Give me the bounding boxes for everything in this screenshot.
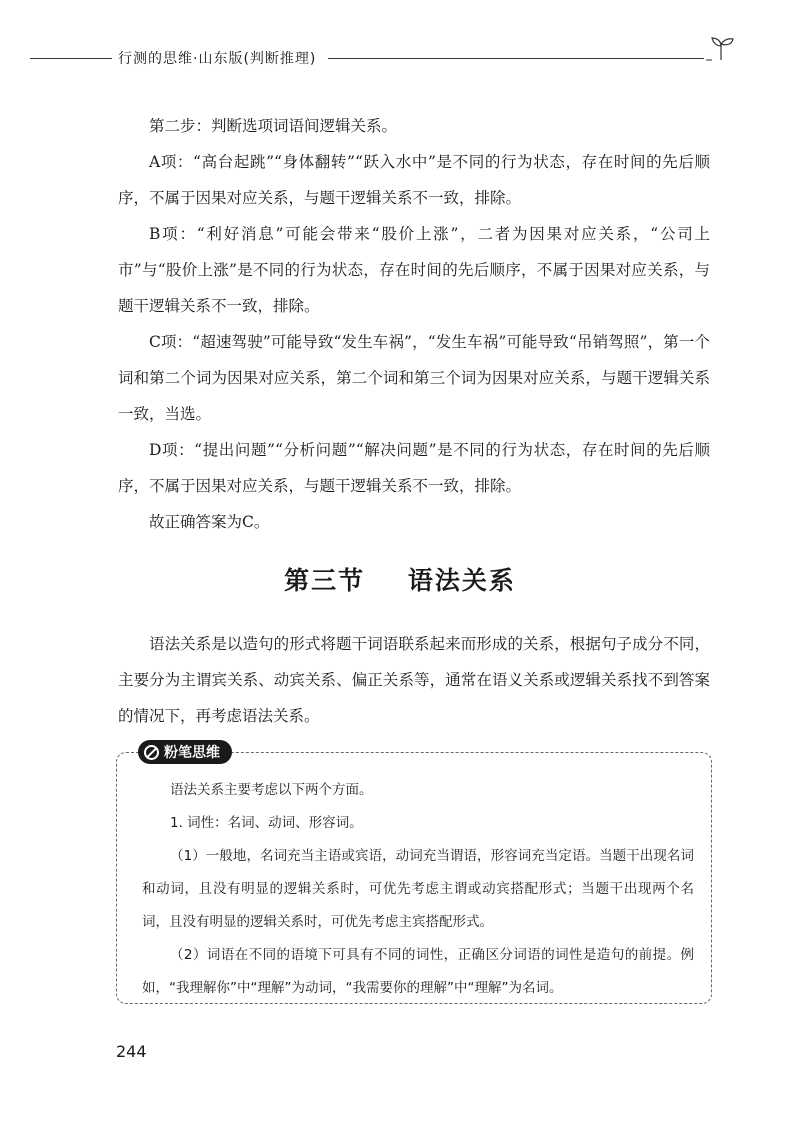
analysis-text [118, 108, 710, 540]
tip-content [142, 774, 694, 1005]
paragraph-option-b: B项：“利好消息”可能会带来“股价上涨”，二者为因果对应关系，“公司上市”与“股价上涨”是不同的行为状态，存在时间的先后顺序，不属于因果对应关系，与题干逻辑关系不一致，排除。 [118, 225, 710, 315]
running-header [30, 48, 730, 68]
tip-badge-label: 粉笔思维 [164, 745, 220, 761]
sprout-icon [704, 34, 738, 64]
paragraph-answer: 故正确答案为C。 [149, 513, 270, 531]
tip-paragraph: 语法关系主要考虑以下两个方面。 [170, 782, 373, 798]
tip-paragraph: （2）词语在不同的语境下可具有不同的词性，正确区分词语的词性是造句的前提。例如，“我理解你”中“理解”为动词，“我需要你的理解”中“理解”为名词。 [142, 947, 694, 996]
intro-paragraph: 语法关系是以造句的形式将题干词语联系起来而形成的关系，根据句子成分不同，主要分为主谓宾关系、动宾关系、偏正关系等，通常在语义关系或逻辑关系找不到答案的情况下，再考虑语法关系。 [118, 635, 710, 725]
tip-paragraph: 1. 词性：名词、动词、形容词。 [170, 815, 363, 831]
paragraph-step2: 第二步：判断选项词语间逻辑关系。 [149, 117, 398, 135]
header-rule-left [30, 58, 112, 59]
tip-paragraph: （1）一般地，名词充当主语或宾语，动词充当谓语，形容词充当定语。当题干出现名词和动词，且没有明显的逻辑关系时，可优先考虑主谓或动宾搭配形式；当题干出现两个名词，且没有明显的逻辑关系时，可优先考虑主宾搭配形式。 [142, 848, 694, 930]
page-number: 244 [116, 1042, 147, 1061]
paragraph-option-a: A项：“高台起跳”“身体翻转”“跃入水中”是不同的行为状态，存在时间的先后顺序，不属于因果对应关系，与题干逻辑关系不一致，排除。 [118, 153, 710, 207]
tip-badge [138, 740, 232, 764]
pencil-circle-icon [144, 745, 159, 760]
header-rule-right [328, 58, 704, 59]
paragraph-option-d: D项：“提出问题”“分析问题”“解决问题”是不同的行为状态，存在时间的先后顺序，不属于因果对应关系，与题干逻辑关系不一致，排除。 [118, 441, 710, 495]
section-title: 第三节 语法关系 [284, 566, 516, 595]
paragraph-option-c: C项：“超速驾驶”可能导致“发生车祸”，“发生车祸”可能导致“吊销驾照”，第一个词和第二个词为因果对应关系，第二个词和第三个词为因果对应关系，与题干逻辑关系一致，当选。 [118, 333, 710, 423]
header-title: 行测的思维·山东版(判断推理) [118, 51, 317, 67]
section-intro [118, 626, 710, 734]
